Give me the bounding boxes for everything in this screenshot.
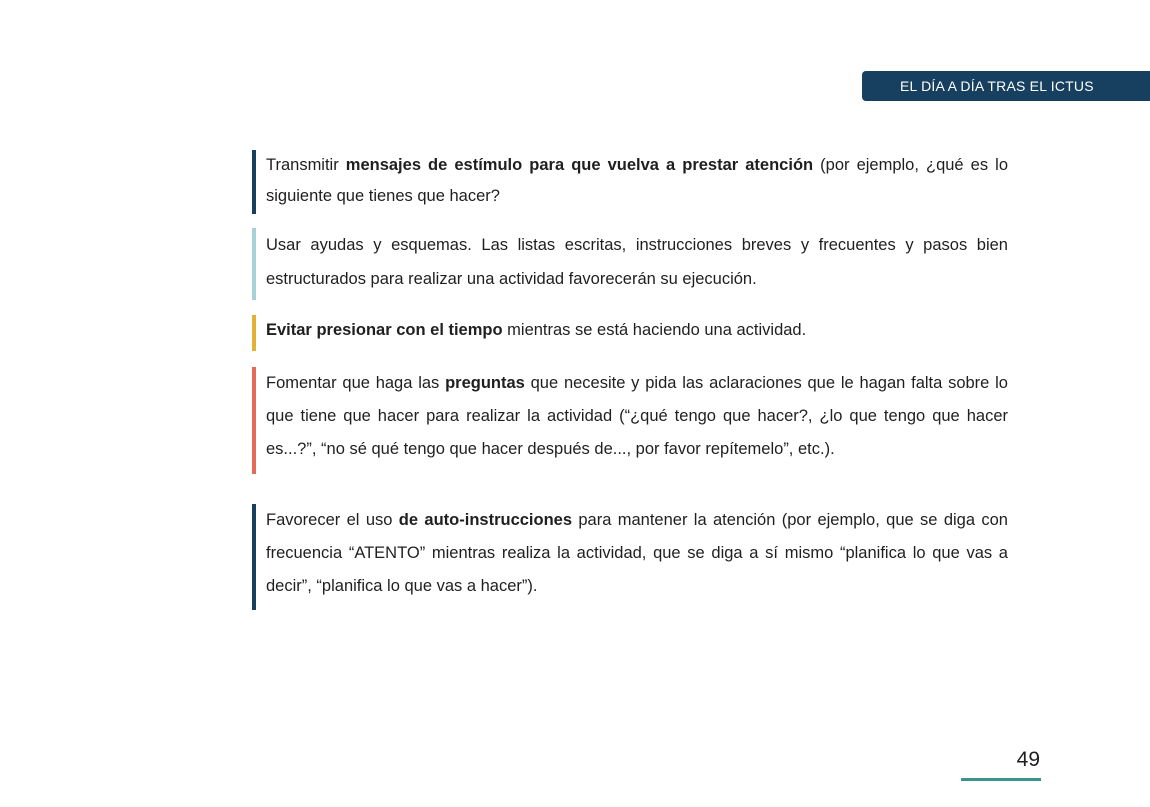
tip-lead-text: Favorecer el uso [266, 511, 399, 529]
section-header-tab: EL DÍA A DÍA TRAS EL ICTUS [862, 71, 1150, 101]
tip-bold-text: mensajes de estímulo para que vuelva a prestar atención [345, 156, 814, 174]
tip-block-encourage-questions [252, 367, 1008, 474]
tip-tail-text: (por ejemplo, ¿qué es lo siguiente que tienes que hacer? [266, 156, 1008, 205]
tip-text [266, 150, 1008, 212]
tip-tail-text: que necesite y pida las aclaraciones que le hagan falta sobre lo que tiene que hacer para realizar la actividad (“¿qué tengo que hacer?, ¿lo que tengo que hacer es...?”, “no sé qué tengo que hacer después de..., por favor repítemelo”, etc.). [266, 374, 1008, 458]
tip-bold-text: Evitar presionar con el tiempo [266, 321, 503, 339]
tip-lead-text: Fomentar que haga las [266, 374, 446, 392]
tip-bold-text: preguntas [445, 374, 525, 392]
tip-block-self-instructions [252, 504, 1008, 610]
page-number-underline [961, 778, 1041, 781]
tip-block-aids-and-schemes [252, 228, 1008, 300]
tip-text: Usar ayudas y esquemas. Las listas escritas, instrucciones breves y frecuentes y pasos bien estructurados para realizar una actividad favorecerán su ejecución. [266, 236, 1008, 288]
tip-text [266, 315, 1008, 345]
tip-lead-text: Transmitir [266, 156, 346, 174]
tip-tail-text: para mantener la atención (por ejemplo, que se diga con frecuencia “ATENTO” mientras realiza la actividad, que se diga a sí mismo “planifica lo que vas a decir”, “planifica lo que vas a hacer”). [266, 511, 1008, 595]
tip-tail-text: mientras se está haciendo una actividad. [502, 321, 807, 339]
tip-bold-text: de auto-instrucciones [398, 511, 573, 529]
page-number: 49 [1016, 748, 1040, 771]
tip-text [266, 367, 1008, 466]
tip-text [266, 504, 1008, 603]
tip-block-avoid-time-pressure [252, 315, 1008, 351]
tip-block-stimulus-messages [252, 150, 1008, 214]
